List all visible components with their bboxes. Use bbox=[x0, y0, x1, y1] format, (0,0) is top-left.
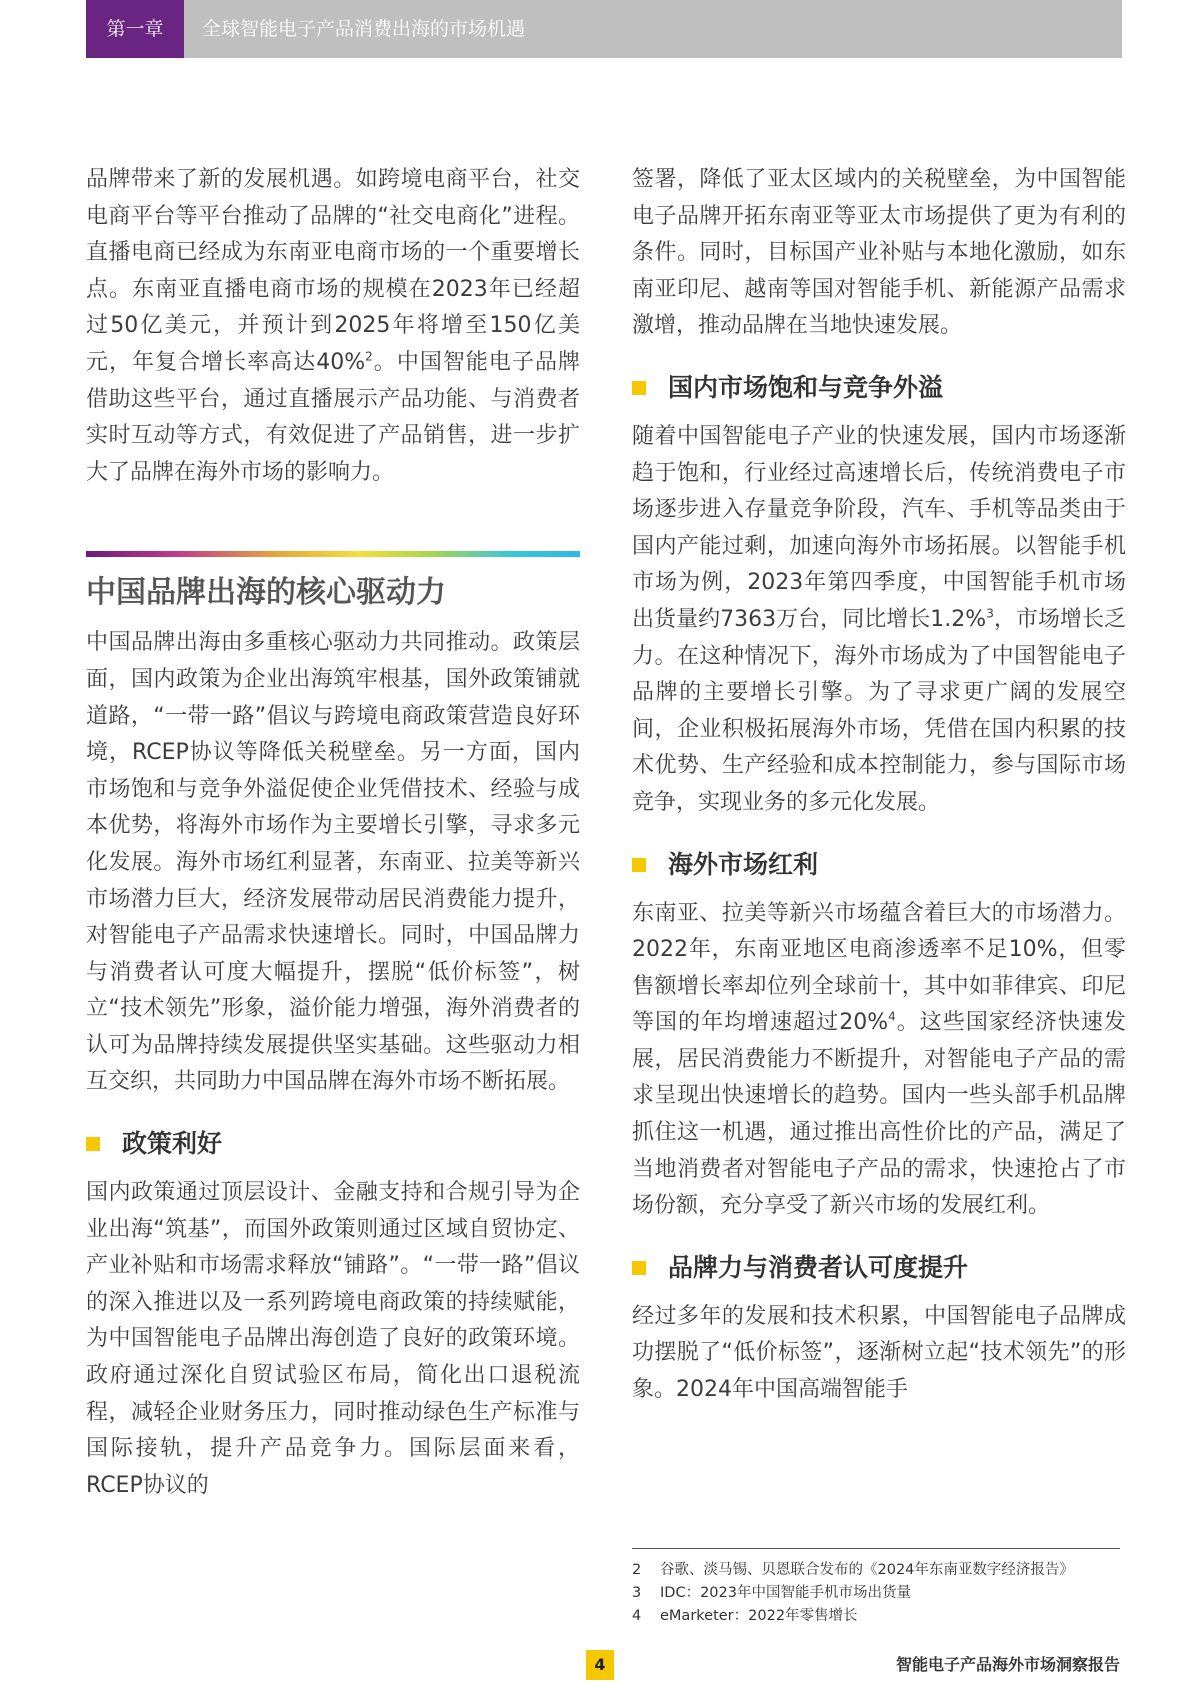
footer-report-title: 智能电子产品海外市场洞察报告 bbox=[895, 1655, 1120, 1674]
domestic-tail-text: ，市场增长乏力。在这种情况下，海外市场成为了中国智能电子品牌的主要增长引擎。为了寻求更广阔的发展空间，企业积极拓展海外市场，凭借在国内积累的技术优势、生产经验和成本控制能力，参与国际市场竞争，实现业务的多元化发展。 bbox=[632, 606, 1126, 815]
footnote-ref-4: 4 bbox=[888, 1009, 896, 1024]
footnote-text: IDC：2023年中国智能手机市场出货量 bbox=[660, 1585, 911, 1601]
footnotes bbox=[632, 1548, 1120, 1628]
footnote-number: 2 bbox=[632, 1562, 642, 1578]
yellow-square-icon bbox=[86, 1137, 100, 1151]
yellow-square-icon bbox=[632, 1261, 646, 1275]
subheading-overseas bbox=[632, 848, 1126, 882]
page-number: 4 bbox=[586, 1650, 614, 1680]
yellow-square-icon bbox=[632, 381, 646, 395]
subheading-brand bbox=[632, 1251, 1126, 1285]
subheading-domestic bbox=[632, 371, 1126, 405]
footnote-text: eMarketer：2022年零售增长 bbox=[660, 1608, 858, 1624]
footnote bbox=[632, 1559, 1120, 1582]
yellow-square-icon bbox=[632, 858, 646, 872]
overseas-body bbox=[632, 896, 1126, 1225]
subheading-overseas-label: 海外市场红利 bbox=[668, 849, 819, 879]
policy-body: 国内政策通过顶层设计、金融支持和合规引导为企业出海“筑基”，而国外政策则通过区域自贸协定、产业补贴和市场需求释放“铺路”。“一带一路”倡议的深入推进以及一系列跨境电商政策的持续赋能，为中国智能电子品牌出海创造了良好的政策环境。政府通过深化自贸试验区布局，简化出口退税流程，减轻企业财务压力，同时推动绿色生产标准与国际接轨，提升产品竞争力。国际层面来看，RCEP协议的 bbox=[86, 1180, 580, 1498]
domestic-body bbox=[632, 419, 1126, 822]
footnote-number: 3 bbox=[632, 1585, 642, 1601]
continued-paragraph: 签署，降低了亚太区域内的关税壁垒，为中国智能电子品牌开拓东南亚等亚太市场提供了更为有利的条件。同时，目标国产业补贴与本地化激励，如东南亚印尼、越南等国对智能手机、新能源产品需求激增，推动品牌在当地快速发展。 bbox=[632, 167, 1126, 339]
left-column bbox=[86, 162, 580, 1504]
intro-tail-text: 。中国智能电子品牌借助这些平台，通过直播展示产品功能、与消费者实时互动等方式，有效促进了产品销售，进一步扩大了品牌在海外市场的影响力。 bbox=[86, 349, 580, 485]
footnote bbox=[632, 1582, 1120, 1605]
section-title: 中国品牌出海的核心驱动力 bbox=[86, 575, 446, 611]
brand-body: 经过多年的发展和技术积累，中国智能电子品牌成功摆脱了“低价标签”，逐渐树立起“技术领先”的形象。2024年中国高端智能手 bbox=[632, 1303, 1126, 1403]
section-divider bbox=[86, 551, 580, 557]
chapter-tag: 第一章 bbox=[86, 0, 184, 58]
overseas-text: 东南亚、拉美等新兴市场蕴含着巨大的市场潜力。2022年，东南亚地区电商渗透率不足10%，但零售额增长率却位列全球前十，其中如菲律宾、印尼等国的年均增速超过20% bbox=[632, 900, 1126, 1036]
chapter-title: 全球智能电子产品消费出海的市场机遇 bbox=[202, 18, 526, 40]
footnote-ref-2: 2 bbox=[365, 349, 373, 364]
section-body: 中国品牌出海由多重核心驱动力共同推动。政策层面，国内政策为企业出海筑牢根基，国外政策铺就道路，“一带一路”倡议与跨境电商政策营造良好环境，RCEP协议等降低关税壁垒。另一方面，国内市场饱和与竞争外溢促使企业凭借技术、经验与成本优势，将海外市场作为主要增长引擎，寻求多元化发展。海外市场红利显著，东南亚、拉美等新兴市场潜力巨大，经济发展带动居民消费能力提升，对智能电子产品需求快速增长。同时，中国品牌力与消费者认可度大幅提升，摆脱“低价标签”，树立“技术领先”形象，溢价能力增强，海外消费者的认可为品牌持续发展提供坚实基础。这些驱动力相互交织，共同助力中国品牌在海外市场不断拓展。 bbox=[86, 630, 580, 1095]
right-column bbox=[632, 162, 1126, 1409]
overseas-tail-text: 。这些国家经济快速发展，居民消费能力不断提升，对智能电子产品的需求呈现出快速增长的趋势。国内一些头部手机品牌抓住这一机遇，通过推出高性价比的产品，满足了当地消费者对智能电子产品的需求，快速抢占了市场份额，充分享受了新兴市场的发展红利。 bbox=[632, 1010, 1126, 1219]
footnote-text: 谷歌、淡马锡、贝恩联合发布的《2024年东南亚数字经济报告》 bbox=[660, 1562, 1074, 1578]
subheading-policy-label: 政策利好 bbox=[122, 1129, 223, 1159]
subheading-brand-label: 品牌力与消费者认可度提升 bbox=[668, 1252, 969, 1282]
subheading-domestic-label: 国内市场饱和与竞争外溢 bbox=[668, 372, 944, 402]
footnote bbox=[632, 1605, 1120, 1628]
domestic-text: 随着中国智能电子产业的快速发展，国内市场逐渐趋于饱和，行业经过高速增长后，传统消费电子市场逐步进入存量竞争阶段，汽车、手机等品类由于国内产能过剩，加速向海外市场拓展。以智能手机市场为例，2023年第四季度，中国智能手机市场出货量约7363万台，同比增长1.2% bbox=[632, 423, 1126, 632]
footnote-number: 4 bbox=[632, 1608, 642, 1624]
footnote-ref-3: 3 bbox=[986, 606, 994, 621]
intro-paragraph bbox=[86, 162, 580, 491]
subheading-policy bbox=[86, 1127, 580, 1161]
intro-text: 品牌带来了新的发展机遇。如跨境电商平台，社交电商平台等平台推动了品牌的“社交电商化”进程。直播电商已经成为东南亚电商市场的一个重要增长点。东南亚直播电商市场的规模在2023年已经超过50亿美元，并预计到2025年将增至150亿美元，年复合增长率高达40% bbox=[86, 167, 580, 375]
